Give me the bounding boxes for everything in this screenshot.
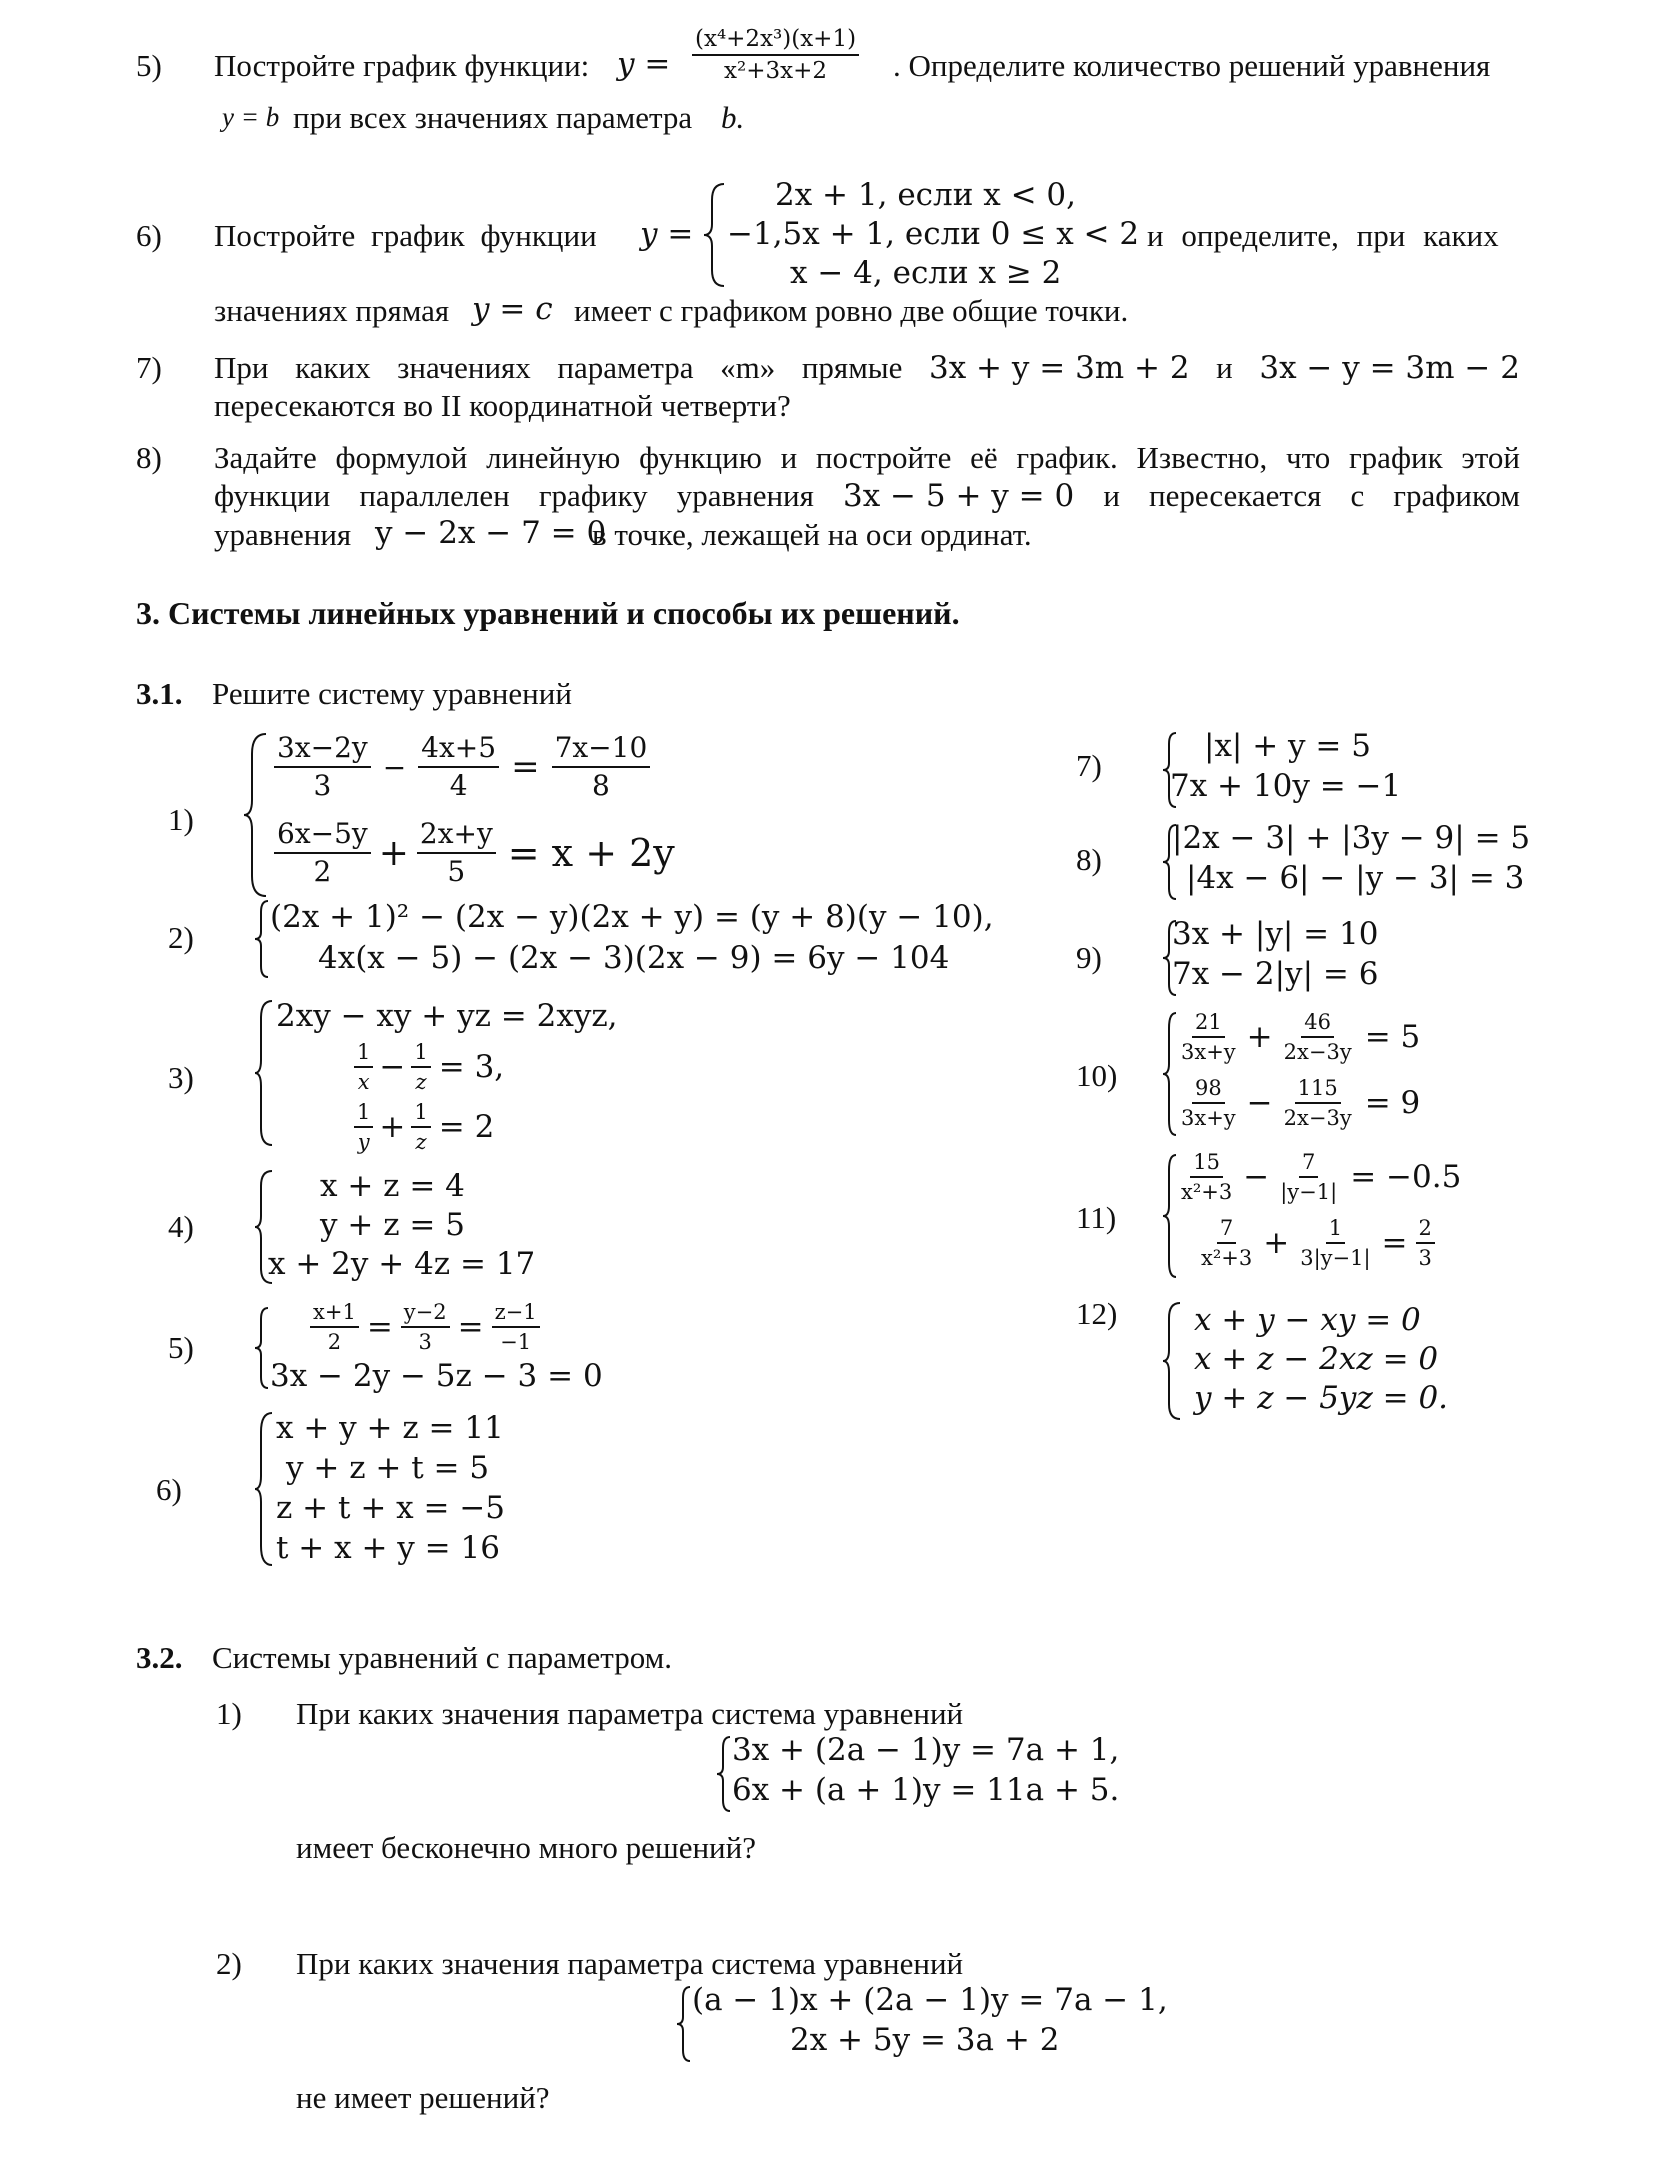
problem-line [214,350,1520,386]
problem-number: 7) [136,350,162,385]
piecewise-case: 2x + 1, если x < 0, [775,177,1076,213]
word: Известно, [1136,440,1268,475]
left-brace [1160,1300,1184,1422]
system-number: 2) [168,920,194,955]
equation-row: $\frac{x+1}{2}$ = $\frac{y-2}{3}$ = $\frac{z-1}{-1}$ [308,1300,542,1354]
word: уравнения [676,478,814,513]
equation-row: y + z − 5yz = 0. [1194,1380,1449,1416]
question-text: При каких значения параметра система уравнений [296,1946,964,1981]
equation-row: 7x − 2|y| = 6 [1172,956,1379,992]
fraction: $\frac{7}{\text{x²+3}}$ [1201,1216,1253,1271]
left-brace [252,998,276,1148]
word: и [780,440,798,475]
word: линейную [486,440,621,475]
question-text: При каких значения параметра система уравнений [296,1696,964,1731]
fraction: $\frac{98}{3x+y}$ [1181,1076,1236,1131]
system-number: 11) [1076,1200,1117,1235]
equation-row: $\frac{21}{3x+y}$ + $\frac{46}{2x-3y}$ = 5 [1176,1010,1420,1064]
word: «m» [720,350,776,385]
problem-line [214,478,1520,514]
equation-row: |4x − 6| − |y − 3| = 3 [1186,860,1525,896]
fraction: $\frac{115}{2x-3y}$ [1283,1076,1352,1131]
subsection-label: 3.2. [136,1640,183,1675]
equation-row: x + y + z = 11 [276,1410,504,1446]
word: графику [538,478,648,513]
system-number: 8) [1076,842,1102,877]
equation-row: 2xy − xy + yz = 2xyz, [276,998,618,1034]
word: постройте [815,440,952,475]
problem-text: при всех значениях параметра [293,100,693,135]
line-equation: 3x − y = 3m − 2 [1259,350,1520,386]
word: функции [214,478,331,513]
equation-row: z + t + x = −5 [276,1490,506,1526]
math-expression: y = [640,216,694,252]
fraction: $\frac{15}{\text{x²+3}}$ [1181,1150,1233,1205]
fraction: $\frac{y-2}{3}$ [401,1300,450,1354]
word: Задайте [214,440,317,475]
equation-row: $\frac{15}{\text{x²+3}}$ − $\frac{7}{|y-1|}$ = −0.5 [1176,1150,1461,1204]
equation-row: $\frac{6x-5y}{2}$ + $\frac{2x+y}{5}$ = x + 2y [272,818,675,888]
left-brace [714,1734,734,1814]
line-equation: 3x + y = 3m + 2 [928,350,1190,386]
equation-row: y + z = 5 [320,1207,465,1243]
subsection-title: Решите систему уравнений [212,676,572,711]
fraction: $\frac{46}{2x-3y}$ [1283,1010,1352,1065]
equation-row: x + z − 2xz = 0 [1194,1341,1439,1377]
equation-row: x + z = 4 [320,1168,465,1204]
system-number: 6) [156,1472,182,1507]
word: прямые [801,350,903,385]
system-number: 5) [168,1330,194,1365]
subsection-title: Системы уравнений с параметром. [212,1640,672,1675]
problem-number: 5) [136,48,162,83]
fraction: $\frac{1}{z}$ [411,1100,430,1154]
word: график. [1016,440,1118,475]
system-number: 9) [1076,940,1102,975]
equation-row: $\frac{1}{x}$ − $\frac{1}{z}$ = 3, [352,1040,504,1094]
system-number: 3) [168,1060,194,1095]
word: параллелен [359,478,510,513]
equation-row: $\frac{7}{\text{x²+3}}$ + $\frac{1}{3|y-1|}$ = $\frac{2}{3}$ [1196,1216,1437,1270]
fraction: $\frac{z-1}{-1}$ [492,1300,540,1354]
fraction: $\frac{1}{y}$ [354,1100,373,1154]
problem-text: имеет с графиком ровно две общие точки. [574,293,1129,328]
problem-number: 8) [136,440,162,475]
word: с [1350,478,1365,513]
equation-row: 4x(x − 5) − (2x − 3)(2x − 9) = 6y − 104 [318,940,950,976]
fraction: $\frac{1}{x}$ [354,1040,373,1094]
equation-row: |x| + y = 5 [1204,728,1371,764]
parameter-name: b. [721,100,745,135]
problem-text: значениях прямая [214,293,450,328]
word: параметра [557,350,694,385]
question-number: 2) [216,1946,242,1981]
section-title: 3. Системы линейных уравнений и способы их решений. [136,595,960,631]
problem-text: . Определите количество решений уравнения [893,48,1491,83]
math-expression: y = b [222,102,280,132]
fraction: $\frac{x+1}{2}$ [310,1300,359,1354]
problem-text: уравнения [214,517,352,552]
fraction: $\frac{2}{3}$ [1416,1216,1435,1270]
system-number: 4) [168,1209,194,1244]
word: каких [295,350,371,385]
left-brace [674,1984,694,2064]
equation-row: 3x + (2a − 1)y = 7a + 1, [732,1732,1120,1768]
word: значениях [397,350,531,385]
left-brace [700,180,730,290]
subsection-label: 3.1. [136,676,183,711]
problem-text: и определите, при каких [1147,218,1499,253]
equation-row: (2x + 1)² − (2x − y)(2x + y) = (y + 8)(y − 10), [270,899,994,935]
word: пересекается [1149,478,1322,513]
equation-row: 7x + 10y = −1 [1170,768,1402,804]
word: этой [1461,440,1520,475]
word: её [970,440,998,475]
equation-row: 3x + |y| = 10 [1172,916,1379,952]
fraction: $\frac{7}{|y-1|}$ [1280,1150,1338,1205]
word: функцию [639,440,762,475]
system-number: 7) [1076,748,1102,783]
fraction: $\frac{4x+5}{4}$ [418,732,499,802]
equation-row: 3x − 2y − 5z − 3 = 0 [270,1358,603,1394]
fraction: $\frac{6x-5y}{2}$ [274,818,371,888]
equation-row: $\frac{1}{y}$ + $\frac{1}{z}$ = 2 [352,1100,494,1154]
equation-row: 2x + 5y = 3a + 2 [790,2022,1060,2058]
word: и [1103,478,1120,513]
word: При [214,350,269,385]
problem-number: 6) [136,218,162,253]
problem-text: Постройте график функции: [214,48,590,83]
left-brace [240,730,270,900]
line-equation: y − 2x − 7 = 0 [375,515,607,551]
fraction: $\frac{3x-2y}{3}$ [274,732,371,802]
equation-row: |2x − 3| + |3y − 9| = 5 [1172,820,1531,856]
piecewise-case: −1,5x + 1, если 0 ≤ x < 2 [727,216,1140,252]
left-brace [252,1305,272,1391]
math-expression: y = [617,46,671,82]
fraction: $\frac{2x+y}{5}$ [417,818,496,888]
fraction: $\frac{7x-10}{8}$ [552,732,651,802]
fraction: $\frac{1}{3|y-1|}$ [1300,1216,1371,1271]
question-tail: не имеет решений? [296,2080,550,2115]
word: график [1348,440,1443,475]
equation-row: (a − 1)x + (2a − 1)y = 7a − 1, [692,1982,1168,2018]
word: и [1216,350,1233,385]
fraction: $\frac{1}{z}$ [411,1040,430,1094]
left-brace [252,898,272,980]
equation-row: t + x + y = 16 [276,1530,500,1566]
word: формулой [335,440,468,475]
question-number: 1) [216,1696,242,1731]
question-tail: имеет бесконечно много решений? [296,1830,756,1865]
math-expression: y = c [472,291,553,327]
equation-row: 6x + (a + 1)y = 11a + 5. [732,1772,1120,1808]
function-fraction [690,26,861,85]
equation-row: $\frac{3x-2y}{3}$ − $\frac{4x+5}{4}$ = $\frac{7x-10}{8}$ [272,732,652,802]
line-equation: 3x − 5 + y = 0 [843,478,1075,514]
word: графиком [1393,478,1520,513]
problem-line [214,440,1520,476]
equation-row: x + y − xy = 0 [1194,1302,1421,1338]
fraction-denominator: x²+3x+2 [724,58,828,85]
equation-row: $\frac{98}{3x+y}$ − $\frac{115}{2x-3y}$ = 9 [1176,1076,1420,1130]
fraction: $\frac{21}{3x+y}$ [1181,1010,1236,1065]
piecewise-case: x − 4, если x ≥ 2 [790,255,1062,291]
word: что [1286,440,1331,475]
system-number: 10) [1076,1058,1118,1093]
left-brace [252,1410,276,1568]
problem-text: в точке, лежащей на оси ординат. [592,517,1032,552]
problem-text: Постройте график функции [214,218,597,253]
equation-row: x + 2y + 4z = 17 [268,1246,536,1282]
equation-row: y + z + t = 5 [286,1450,490,1486]
fraction-numerator: (x⁴+2x³)(x+1) [692,26,859,56]
system-number: 12) [1076,1296,1118,1331]
problem-text: пересекаются во II координатной четверти? [214,388,791,423]
system-number: 1) [168,802,194,837]
